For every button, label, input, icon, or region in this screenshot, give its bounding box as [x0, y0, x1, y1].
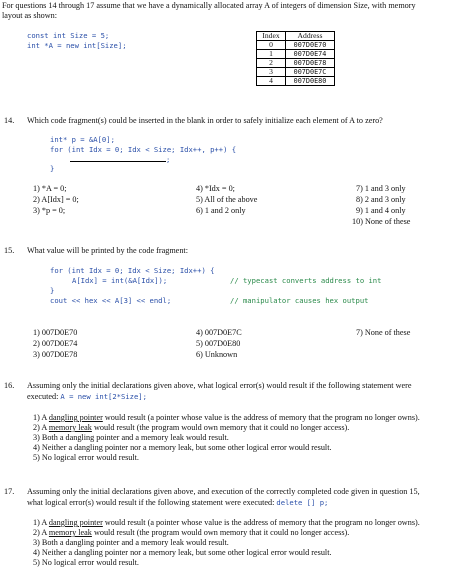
q16-option: [33, 423, 349, 432]
q14-code-2: for (int Idx = 0; Idx < Size; Idx++, p++) {: [50, 145, 237, 154]
q14-option: 1) *A = 0;: [33, 184, 67, 193]
q15-option: 3) 007D0E78: [33, 350, 78, 359]
q16-option: [33, 413, 420, 422]
q14-number: 14.: [4, 116, 15, 125]
q15-option: 2) 007D0E74: [33, 339, 78, 348]
address-cell: 007D0E74: [286, 50, 335, 59]
q17-option: [33, 528, 349, 537]
q16-option: 5) No logical error would result.: [33, 453, 139, 462]
index-cell: 1: [257, 50, 286, 59]
q15-code-3: }: [50, 286, 55, 295]
q17-number: 17.: [4, 487, 15, 496]
option-text: would result (a pointer whose value is the address of memory that the program no longer owns).: [102, 518, 420, 527]
q17-option: 3) Both a dangling pointer and a memory leak would result.: [33, 538, 229, 547]
q16-line-1: Assuming only the initial declarations given above, what logical error(s) would result if the following statement were: [27, 381, 412, 390]
option-text: would result (the program would own memory that it could no longer access).: [91, 528, 350, 537]
q15-option: 1) 007D0E70: [33, 328, 78, 337]
q15-text: What value will be printed by the code fragment:: [27, 246, 188, 255]
option-text: would result (a pointer whose value is the address of memory that the program no longer owns).: [102, 413, 420, 422]
q17-statement-code: delete [] p;: [276, 498, 329, 507]
q14-code-3: [70, 155, 170, 164]
q16-number: 16.: [4, 381, 15, 390]
q14-option: 5) All of the above: [196, 195, 258, 204]
header-address: Address: [286, 32, 335, 41]
q14-text: Which code fragment(s) could be inserted in the blank in order to safely initialize each element of A to zero?: [27, 116, 383, 125]
q15-code-4: cout << hex << A[3] << endl;: [50, 296, 172, 305]
option-term: dangling pointer: [48, 413, 103, 422]
q17-line-1: Assuming only the initial declarations given above, and execution of the correctly completed code given in question 15,: [27, 487, 420, 496]
answer-blank: [70, 155, 166, 162]
q14-option: 3) *p = 0;: [33, 206, 66, 215]
q14-code-1: int* p = &A[0];: [50, 135, 115, 144]
q17-line-2: [27, 498, 328, 507]
q15-code-1: for (int Idx = 0; Idx < Size; Idx++) {: [50, 266, 215, 275]
index-cell: 3: [257, 68, 286, 77]
q15-option: 7) None of these: [356, 328, 411, 337]
q14-option: 2) A[Idx] = 0;: [33, 195, 79, 204]
q14-option: 6) 1 and 2 only: [196, 206, 246, 215]
memory-table: [256, 31, 335, 86]
address-cell: 007D0E78: [286, 59, 335, 68]
q17-option: [33, 518, 420, 527]
option-term: dangling pointer: [48, 518, 103, 527]
q14-option: 10) None of these: [352, 217, 411, 226]
address-cell: 007D0E80: [286, 77, 335, 86]
option-text: would result (the program would own memory that it could no longer access).: [91, 423, 350, 432]
q14-option: 8) 2 and 3 only: [356, 195, 406, 204]
decl-line-2: int *A = new int[Size];: [27, 41, 127, 50]
q16-line-2-text: executed:: [27, 392, 61, 401]
option-term: memory leak: [48, 528, 92, 537]
decl-line-1: const int Size = 5;: [27, 31, 110, 40]
q16-line-2: [27, 392, 147, 401]
q15-option: 5) 007D0E80: [196, 339, 241, 348]
q14-option: 9) 1 and 4 only: [356, 206, 406, 215]
q15-option: 4) 007D0E7C: [196, 328, 242, 337]
table-row: [257, 77, 335, 86]
q15-number: 15.: [4, 246, 15, 255]
q16-statement-code: A = new int[2*Size];: [60, 392, 147, 401]
option-text: 1) A: [33, 413, 49, 422]
header-index: Index: [257, 32, 286, 41]
q14-code-4: }: [50, 164, 55, 173]
option-text: 2) A: [33, 528, 49, 537]
q15-code-2-comment: // typecast converts address to int: [230, 276, 382, 285]
q15-option: 6) Unknown: [196, 350, 238, 359]
index-cell: 2: [257, 59, 286, 68]
option-text: 1) A: [33, 518, 49, 527]
q16-option: 3) Both a dangling pointer and a memory leak would result.: [33, 433, 229, 442]
intro-line-1: For questions 14 through 17 assume that we have a dynamically allocated array A of integers of dimension Size, with memory: [2, 1, 416, 10]
q17-option: 5) No logical error would result.: [33, 558, 139, 567]
index-cell: 0: [257, 41, 286, 50]
q15-code-4-comment: // manipulator causes hex output: [230, 296, 369, 305]
intro-line-2: layout as shown:: [2, 11, 58, 20]
option-term: memory leak: [48, 423, 92, 432]
q14-option: 4) *Idx = 0;: [196, 184, 235, 193]
q15-code-2: A[Idx] = int(&A[Idx]);: [72, 276, 168, 285]
index-cell: 4: [257, 77, 286, 86]
q16-option: 4) Neither a dangling pointer nor a memory leak, but some other logical error would result.: [33, 443, 332, 452]
q17-option: 4) Neither a dangling pointer nor a memory leak, but some other logical error would result.: [33, 548, 332, 557]
address-cell: 007D0E70: [286, 41, 335, 50]
address-cell: 007D0E7C: [286, 68, 335, 77]
q14-option: 7) 1 and 3 only: [356, 184, 406, 193]
q17-line-2-text: what logical error(s) would result if the following statement were executed:: [27, 498, 277, 507]
q14-code-3-end: ;: [166, 155, 171, 164]
option-text: 2) A: [33, 423, 49, 432]
